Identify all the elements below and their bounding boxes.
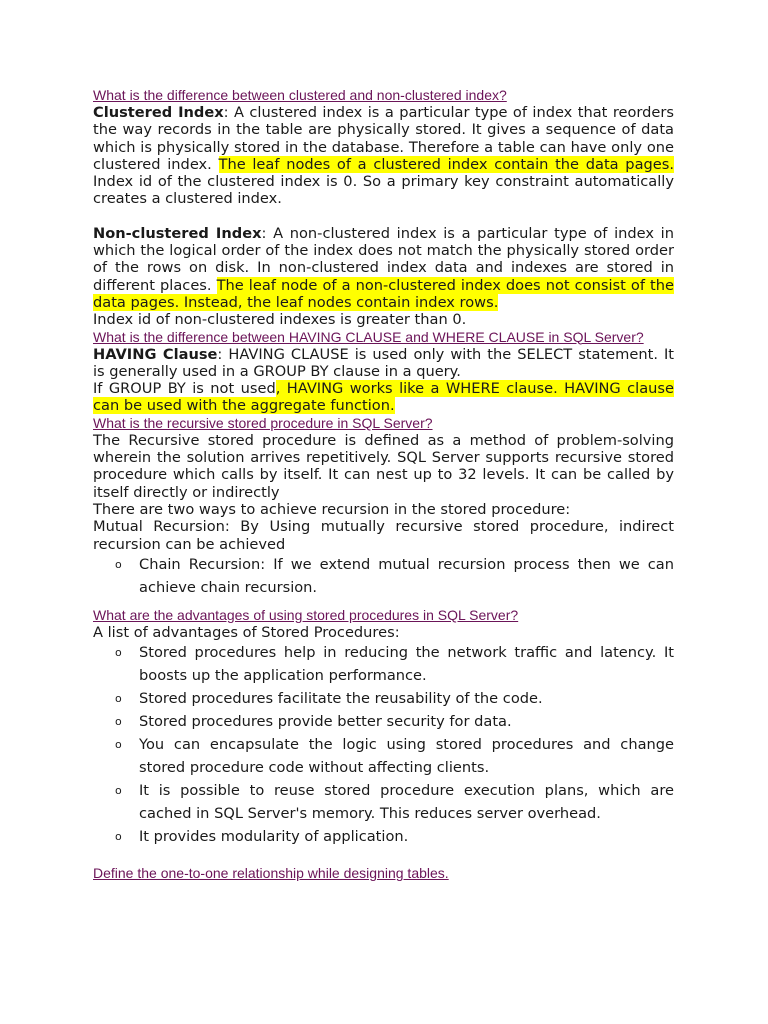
question-link-recursive-procedure[interactable]: What is the recursive stored procedure in SQL Server?: [93, 414, 433, 431]
nonclustered-index-term: Non-clustered Index: [93, 224, 262, 242]
list-item-text: Chain Recursion: If we extend mutual recursion process then we can achieve chain recursion.: [139, 555, 674, 596]
list-item: [93, 825, 674, 848]
clustered-index-text-2: Index id of the clustered index is 0. So a primary key constraint automatically creates a clustered index.: [93, 173, 674, 208]
list-item-text: It provides modularity of application.: [139, 828, 409, 846]
list-item-text: It is possible to reuse stored procedure execution plans, which are cached in SQL Server's memory. This reduces server overhead.: [139, 782, 674, 823]
recursion-bullet-list: [93, 553, 674, 599]
question-link-clustered-index[interactable]: What is the difference between clustered and non-clustered index?: [93, 87, 507, 103]
group-by-text: If GROUP BY is not used: [93, 380, 276, 398]
bullet-marker: o: [115, 646, 122, 660]
having-clause-text: : HAVING CLAUSE is used only with the SELECT statement. It is generally used in a GROUP BY clause in a query.: [93, 345, 674, 380]
clustered-index-paragraph: [93, 104, 674, 208]
list-item-text: Stored procedures help in reducing the network traffic and latency. It boosts up the application performance.: [139, 644, 674, 685]
group-by-paragraph: [93, 380, 674, 415]
bullet-marker: o: [115, 557, 122, 571]
clustered-index-term: Clustered Index: [93, 104, 224, 121]
list-item-text: Stored procedures provide better security for data.: [139, 713, 512, 731]
question-link-stored-procedure-advantages[interactable]: What are the advantages of using stored procedures in SQL Server?: [93, 606, 519, 623]
having-clause-paragraph: [93, 346, 674, 381]
nonclustered-index-text: : A non-clustered index is a particular type of index in which the logical order of the index does not match the physically stored order of the rows on disk. In non-clustered index data and indexes are stored in different places.: [93, 224, 674, 294]
recursive-procedure-paragraph: The Recursive stored procedure is defined as a method of problem-solving wherein the solution arrives repetitively. SQL Server supports recursive stored procedure which calls by itself. It can nest up to 32 levels. It can be called by itself directly or indirectly: [93, 431, 674, 501]
question-link-one-to-one[interactable]: Define the one-to-one relationship while designing tables.: [93, 865, 449, 882]
bullet-marker: o: [115, 715, 122, 729]
bullet-marker: o: [115, 738, 122, 752]
bullet-marker: o: [115, 692, 122, 706]
advantages-bullet-list: [93, 641, 674, 848]
list-item: [93, 687, 674, 710]
list-item-text: Stored procedures facilitate the reusability of the code.: [139, 690, 543, 708]
list-item: [93, 733, 674, 779]
list-item: [93, 710, 674, 733]
nonclustered-index-highlight: The leaf node of a non-clustered index does not consist of the data pages. Instead, the leaf nodes contain index rows.: [93, 276, 674, 311]
nonclustered-index-id-text: Index id of non-clustered indexes is greater than 0.: [93, 311, 467, 329]
document-page: [93, 87, 674, 882]
list-item: [93, 779, 674, 825]
nonclustered-index-paragraph: [93, 225, 674, 311]
list-item-text: You can encapsulate the logic using stored procedures and change stored procedure code without affecting clients.: [139, 736, 674, 777]
advantages-intro-text: A list of advantages of Stored Procedures:: [93, 623, 400, 641]
clustered-index-text: : A clustered index is a particular type of index that reorders the way records in the table are physically stored. It gives a sequence of data which is physically stored in the database. Therefore a table can have only one clustered index.: [93, 104, 674, 173]
question-link-having-where[interactable]: What is the difference between HAVING CLAUSE and WHERE CLAUSE in SQL Server?: [93, 328, 644, 345]
having-clause-term: HAVING Clause: [93, 345, 218, 363]
list-item: [93, 553, 674, 599]
list-item: [93, 641, 674, 687]
mutual-recursion-text: Mutual Recursion: By Using mutually recursive stored procedure, indirect recursion can be achieved: [93, 518, 674, 553]
group-by-highlight: , HAVING works like a WHERE clause. HAVING clause can be used with the aggregate function.: [93, 380, 674, 415]
bullet-marker: o: [115, 784, 122, 798]
clustered-index-highlight: The leaf nodes of a clustered index contain the data pages.: [218, 155, 674, 173]
bullet-marker: o: [115, 830, 122, 844]
recursion-ways-text: There are two ways to achieve recursion in the stored procedure:: [93, 500, 571, 518]
